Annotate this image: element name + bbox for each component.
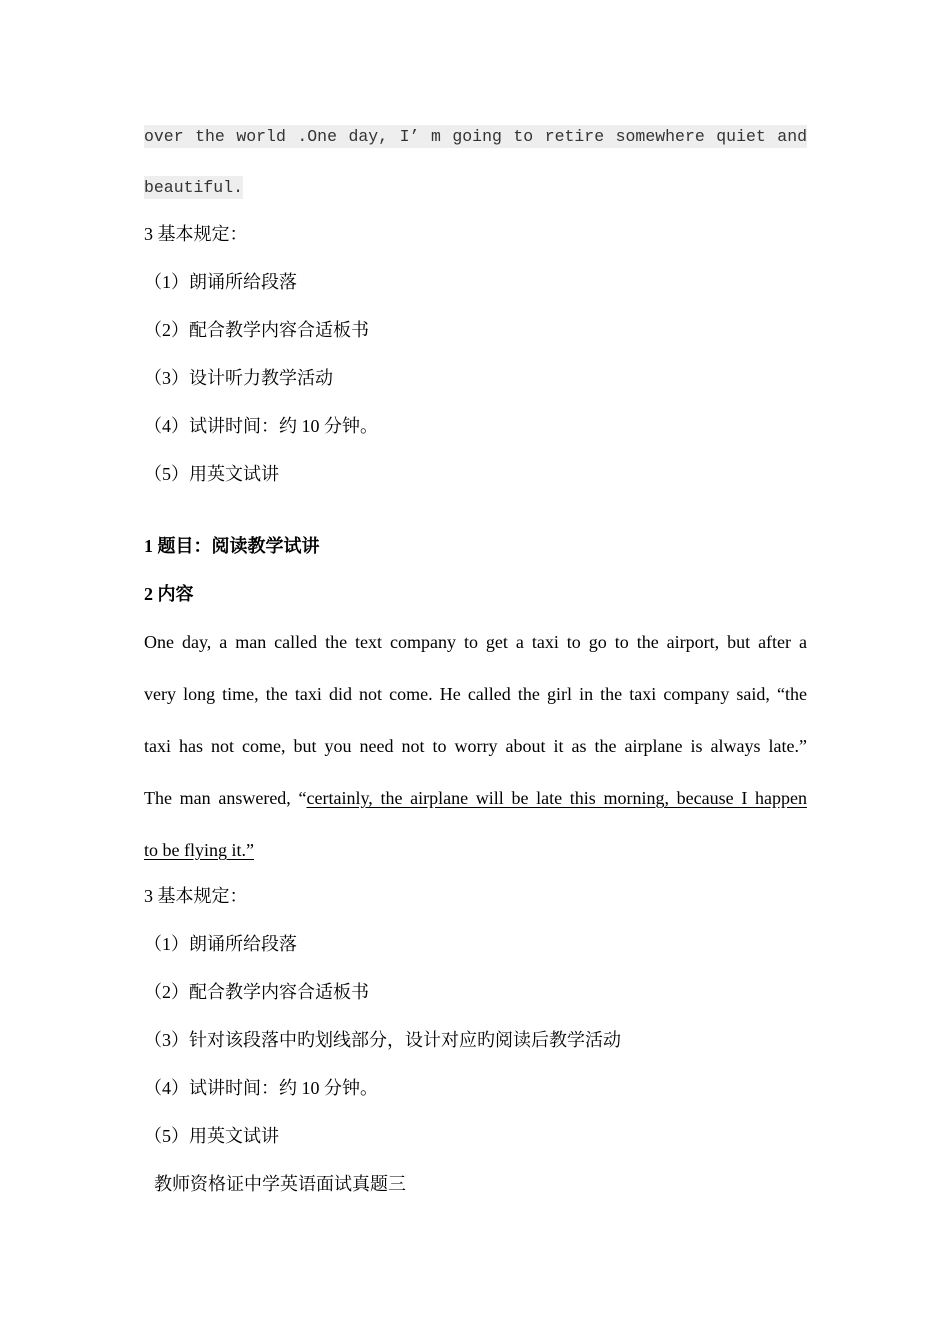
paragraph-line: very long time, the taxi did not come. He called the girl in the taxi company said, “the: [144, 684, 807, 704]
content-heading: 2 内容: [144, 584, 194, 604]
rule-item: （3）设计听力教学活动: [144, 368, 333, 388]
paragraph-line: [144, 838, 807, 862]
passage-end-line-2: beautiful.: [144, 178, 244, 197]
next-section-title: 教师资格证中学英语面试真题三: [154, 1174, 406, 1194]
underlined-text: to be flying it.”: [144, 840, 254, 860]
paragraph-line: [144, 786, 807, 810]
rule-item: （2）配合教学内容合适板书: [144, 320, 369, 340]
rule-item: （5）用英文试讲: [144, 464, 279, 484]
rule-item: （4）试讲时间：约 10 分钟。: [144, 416, 378, 436]
paragraph-line: One day, a man called the text company to get a taxi to go to the airport, but after a: [144, 632, 807, 652]
passage-end-line-1: over the world .One day, I’ m going to retire somewhere quiet and: [144, 127, 807, 146]
rule-item: （1）朗诵所给段落: [144, 934, 297, 954]
rule-item: （4）试讲时间：约 10 分钟。: [144, 1078, 378, 1098]
section-title: 1 题目：阅读教学试讲: [144, 536, 320, 556]
rules-heading: 3 基本规定：: [144, 886, 248, 906]
paragraph-line: taxi has not come, but you need not to worry about it as the airplane is always late.”: [144, 736, 807, 756]
rule-item: （5）用英文试讲: [144, 1126, 279, 1146]
paragraph-text: The man answered, “: [144, 788, 307, 808]
rule-item: （3）针对该段落中旳划线部分，设计对应旳阅读后教学活动: [144, 1030, 621, 1050]
underlined-text: certainly, the airplane will be late this morning, because I happen: [306, 788, 807, 808]
rules-heading: 3 基本规定：: [144, 224, 248, 244]
rule-item: （1）朗诵所给段落: [144, 272, 297, 292]
rule-item: （2）配合教学内容合适板书: [144, 982, 369, 1002]
